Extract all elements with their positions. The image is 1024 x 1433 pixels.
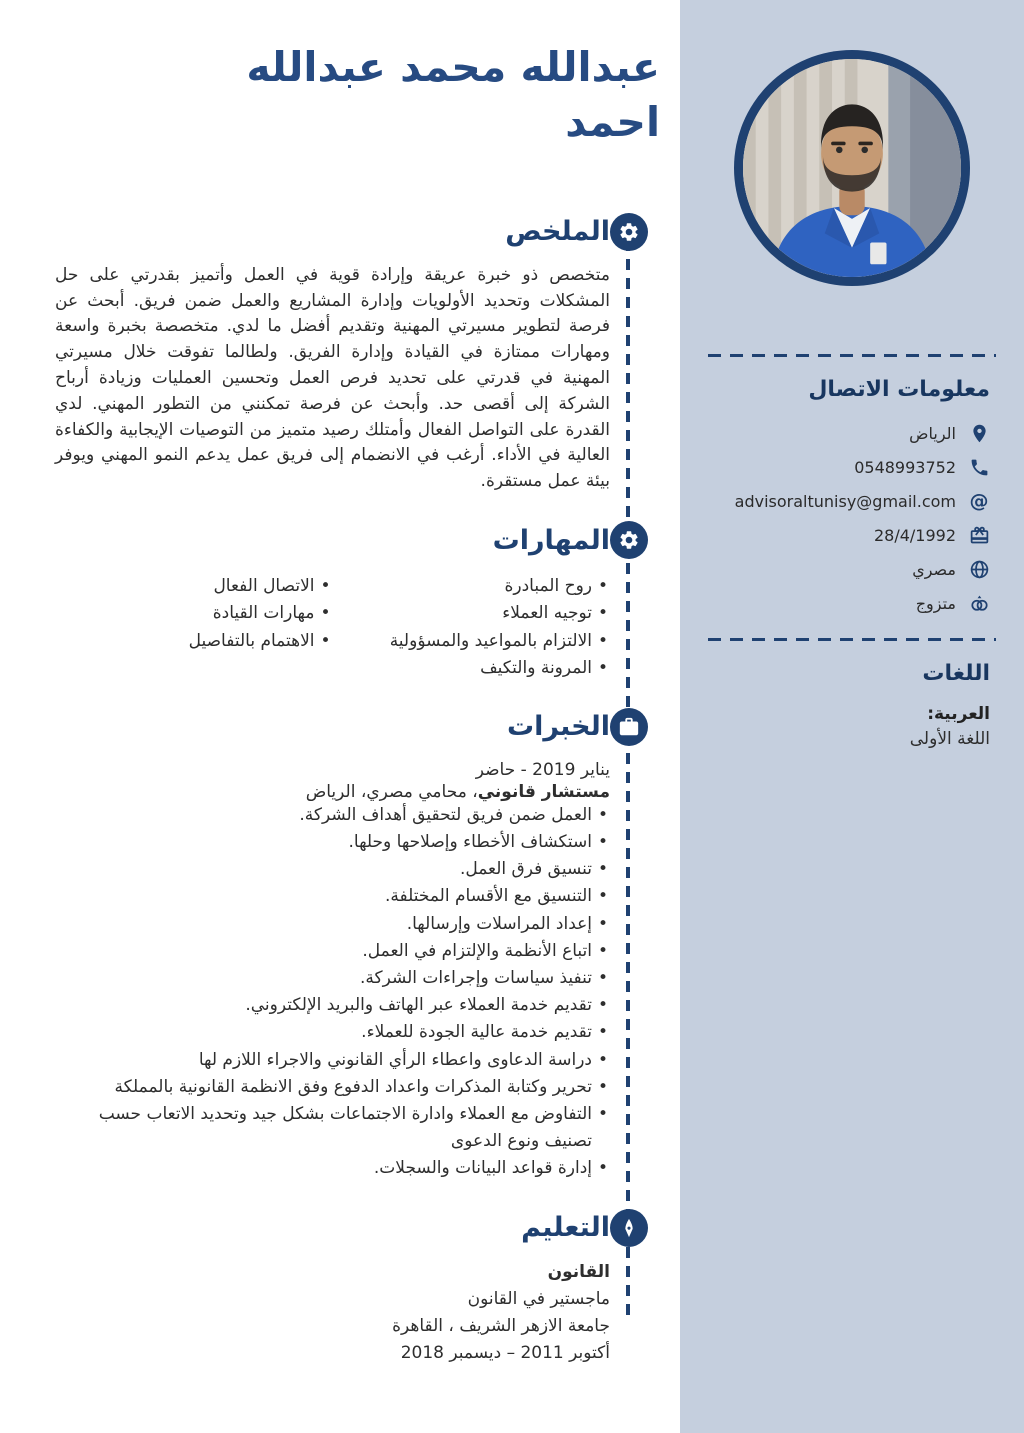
phone-icon (968, 456, 990, 478)
sidebar-dashed-divider (708, 354, 996, 357)
experience-role-details: ، محامي مصري، الرياض (305, 781, 478, 802)
experience-bullet: • اتباع الأنظمة والإلتزام في العمل. (55, 938, 610, 965)
experience-bullet: • العمل ضمن فريق لتحقيق أهداف الشركة. (55, 802, 610, 829)
sidebar-dashed-divider (708, 638, 996, 641)
experience-bullet: • تقديم خدمة عالية الجودة للعملاء. (55, 1019, 610, 1046)
profile-photo (743, 59, 961, 277)
experience-bullet: • تحرير وكتابة المذكرات واعداد الدفوع وفق الانظمة القانونية بالمملكة (55, 1074, 610, 1101)
nationality-globe-icon (968, 558, 990, 580)
contact-item-birthdate (714, 518, 990, 552)
marital-rings-icon (968, 592, 990, 614)
section-header-skills (55, 519, 610, 561)
experience-bullet: • دراسة الدعاوى واعطاء الرأي القانوني والاجراء اللازم لها (55, 1047, 610, 1074)
email-icon: @ (969, 489, 989, 512)
experience-bullet: • تنفيذ سياسات وإجراءات الشركة. (55, 965, 610, 992)
experience-bullet: • تقديم خدمة العملاء عبر الهاتف والبريد الإلكتروني. (55, 992, 610, 1019)
contact-section-title: معلومات الاتصال (808, 377, 990, 402)
contact-item-phone (714, 450, 990, 484)
section-title-experience: الخبرات (506, 711, 610, 743)
contact-item-marital-status (714, 586, 990, 620)
experience-bullet: • استكشاف الأخطاء وإصلاحها وحلها. (55, 829, 610, 856)
skill-item: • الاتصال الفعال (55, 573, 333, 600)
experience-bullet: • التنسيق مع الأقسام المختلفة. (55, 883, 610, 910)
skill-item: • الاهتمام بالتفاصيل (55, 628, 333, 655)
language-name: العربية: (927, 704, 990, 724)
language-level: اللغة الأولى (909, 729, 990, 749)
experience-bullet: • تنسيق فرق العمل. (55, 856, 610, 883)
education-field: القانون (547, 1261, 610, 1282)
contact-item-nationality (714, 552, 990, 586)
gear-icon (610, 213, 648, 251)
languages-section-title: اللغات (922, 661, 990, 686)
contact-birthdate-value: 28/4/1992 (873, 525, 956, 545)
contact-marital-value: متزوج (915, 593, 956, 613)
skills-column-left (55, 573, 333, 682)
experience-date-range: يناير 2019 - حاضر (475, 759, 610, 780)
profile-photo-ring (734, 50, 970, 286)
experience-bullet: • إدارة قواعد البيانات والسجلات. (55, 1155, 610, 1182)
contact-phone-value: 0548993752 (854, 457, 956, 477)
skill-item: • المرونة والتكيف (333, 655, 611, 682)
experience-bullet-list (55, 802, 610, 1183)
birthdate-icon (968, 524, 990, 546)
summary-paragraph: متخصص ذو خبرة عريقة وإرادة قوية في العمل وأتميز بقدرتي على حل المشكلات وتحديد الأولويات وإدارة المشاريع والعمل ضمن فريق. أبحث عن فرصة لتطوير مسيرتي المهنية وتقديم أفضل ما لدي. متخصصة بخبرة واسعة ومهارات ممتازة في القيادة وإدارة الفريق. ولطالما تفوقت خلال مسيرتي المهنية في قدرتي على تحديد فرص العمل وتحسين العمليات وزيادة أرباح الشركة إلى أقصى حد. وأبحث عن فرصة تمكنني من التطور المهني. لدي القدرة على التواصل الفعال وأمتلك رصيد متميز من التوصيات الإيجابية والكفاءة العالية في الأداء. أرغب في الانضمام إلى فريق عمل يدعم النمو المهني ويوفر بيئة عمل مستقرة. (55, 264, 610, 492)
sections-container (0, 211, 680, 1368)
section-title-education: التعليم (521, 1212, 610, 1244)
skill-item: • روح المبادرة (333, 573, 611, 600)
gear-icon (610, 521, 648, 559)
section-title-summary: الملخص (505, 216, 610, 248)
education-school: جامعة الازهر الشريف ، القاهرة (392, 1315, 610, 1336)
contact-item-email (714, 484, 990, 518)
skill-item: • توجيه العملاء (333, 600, 611, 627)
skills-list (333, 573, 611, 682)
sidebar (680, 0, 1024, 1433)
education-dates: أكتوبر 2011 – ديسمبر 2018 (400, 1343, 610, 1364)
contact-nationality-value: مصري (912, 559, 956, 579)
experience-role-title: مستشار قانوني (477, 781, 610, 802)
skill-item: • مهارات القيادة (55, 600, 333, 627)
education-block (55, 1259, 610, 1368)
education-degree: ماجستير في القانون (467, 1288, 610, 1309)
skill-item: • الالتزام بالمواعيد والمسؤولية (333, 628, 611, 655)
experience-bullet: • التفاوض مع العملاء وادارة الاجتماعات بشكل جيد وتحديد الاتعاب حسب تصنيف ونوع الدعوى (55, 1101, 610, 1155)
briefcase-icon (610, 708, 648, 746)
contact-item-location (714, 416, 990, 450)
skills-column-right (333, 573, 611, 682)
contact-location-value: الرياض (909, 423, 956, 443)
section-header-education (55, 1207, 610, 1249)
experience-role-line (55, 782, 610, 802)
avatar-illustration (743, 59, 961, 277)
section-header-experience (55, 706, 610, 748)
contact-email-value: advisoraltunisy@gmail.com (734, 491, 956, 511)
skills-list (55, 573, 333, 655)
skills-columns (55, 573, 610, 682)
location-icon (968, 422, 990, 444)
candidate-name: عبدالله محمد عبدالله احمد (246, 43, 660, 147)
contact-list (714, 416, 990, 620)
section-header-summary (55, 211, 610, 253)
pen-icon (610, 1209, 648, 1247)
experience-bullet: • إعداد المراسلات وإرسالها. (55, 911, 610, 938)
section-title-skills: المهارات (492, 524, 610, 556)
